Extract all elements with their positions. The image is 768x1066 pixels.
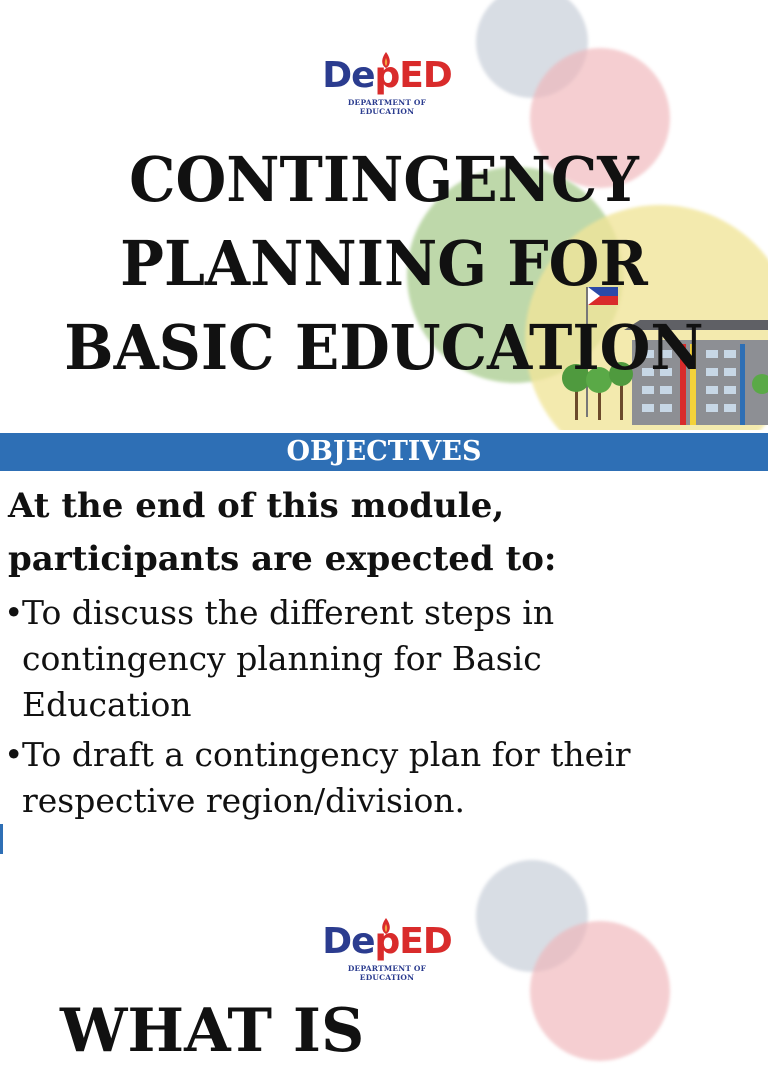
logo-wordmark: DepED <box>322 921 452 962</box>
objectives-list <box>4 590 764 828</box>
bullet-text: Education <box>22 685 192 724</box>
objectives-slide <box>0 430 768 866</box>
bullet-text: respective region/division. <box>22 781 466 820</box>
list-item <box>4 590 764 728</box>
deped-logo <box>322 48 462 118</box>
objectives-heading <box>8 480 758 586</box>
next-slide-title: WHAT IS <box>60 996 365 1066</box>
objectives-bar: OBJECTIVES <box>0 433 768 471</box>
bullet-icon: • <box>4 735 24 774</box>
bullet-icon: • <box>4 593 24 632</box>
deped-logo <box>322 914 462 984</box>
objectives-heading-line: participants are expected to: <box>8 539 557 579</box>
slide-title-line: BASIC EDUCATION <box>64 311 704 384</box>
objectives-heading-line: At the end of this module, <box>8 486 505 526</box>
logo-wordmark: DepED <box>322 55 452 96</box>
logo-subtitle: DEPARTMENT OF EDUCATION <box>347 964 427 982</box>
logo-subtitle: DEPARTMENT OF EDUCATION <box>347 98 427 116</box>
slide-title-line: PLANNING FOR <box>120 227 648 300</box>
edge-marker <box>0 824 3 854</box>
bullet-text: To draft a contingency plan for their <box>22 735 631 774</box>
bullet-text: contingency planning for Basic <box>22 639 542 678</box>
list-item <box>4 732 764 824</box>
slide-title-line: CONTINGENCY <box>129 143 639 216</box>
bullet-text: To discuss the different steps in <box>22 593 555 632</box>
title-slide <box>0 0 768 430</box>
next-slide <box>0 866 768 1066</box>
slide-title <box>23 138 745 390</box>
